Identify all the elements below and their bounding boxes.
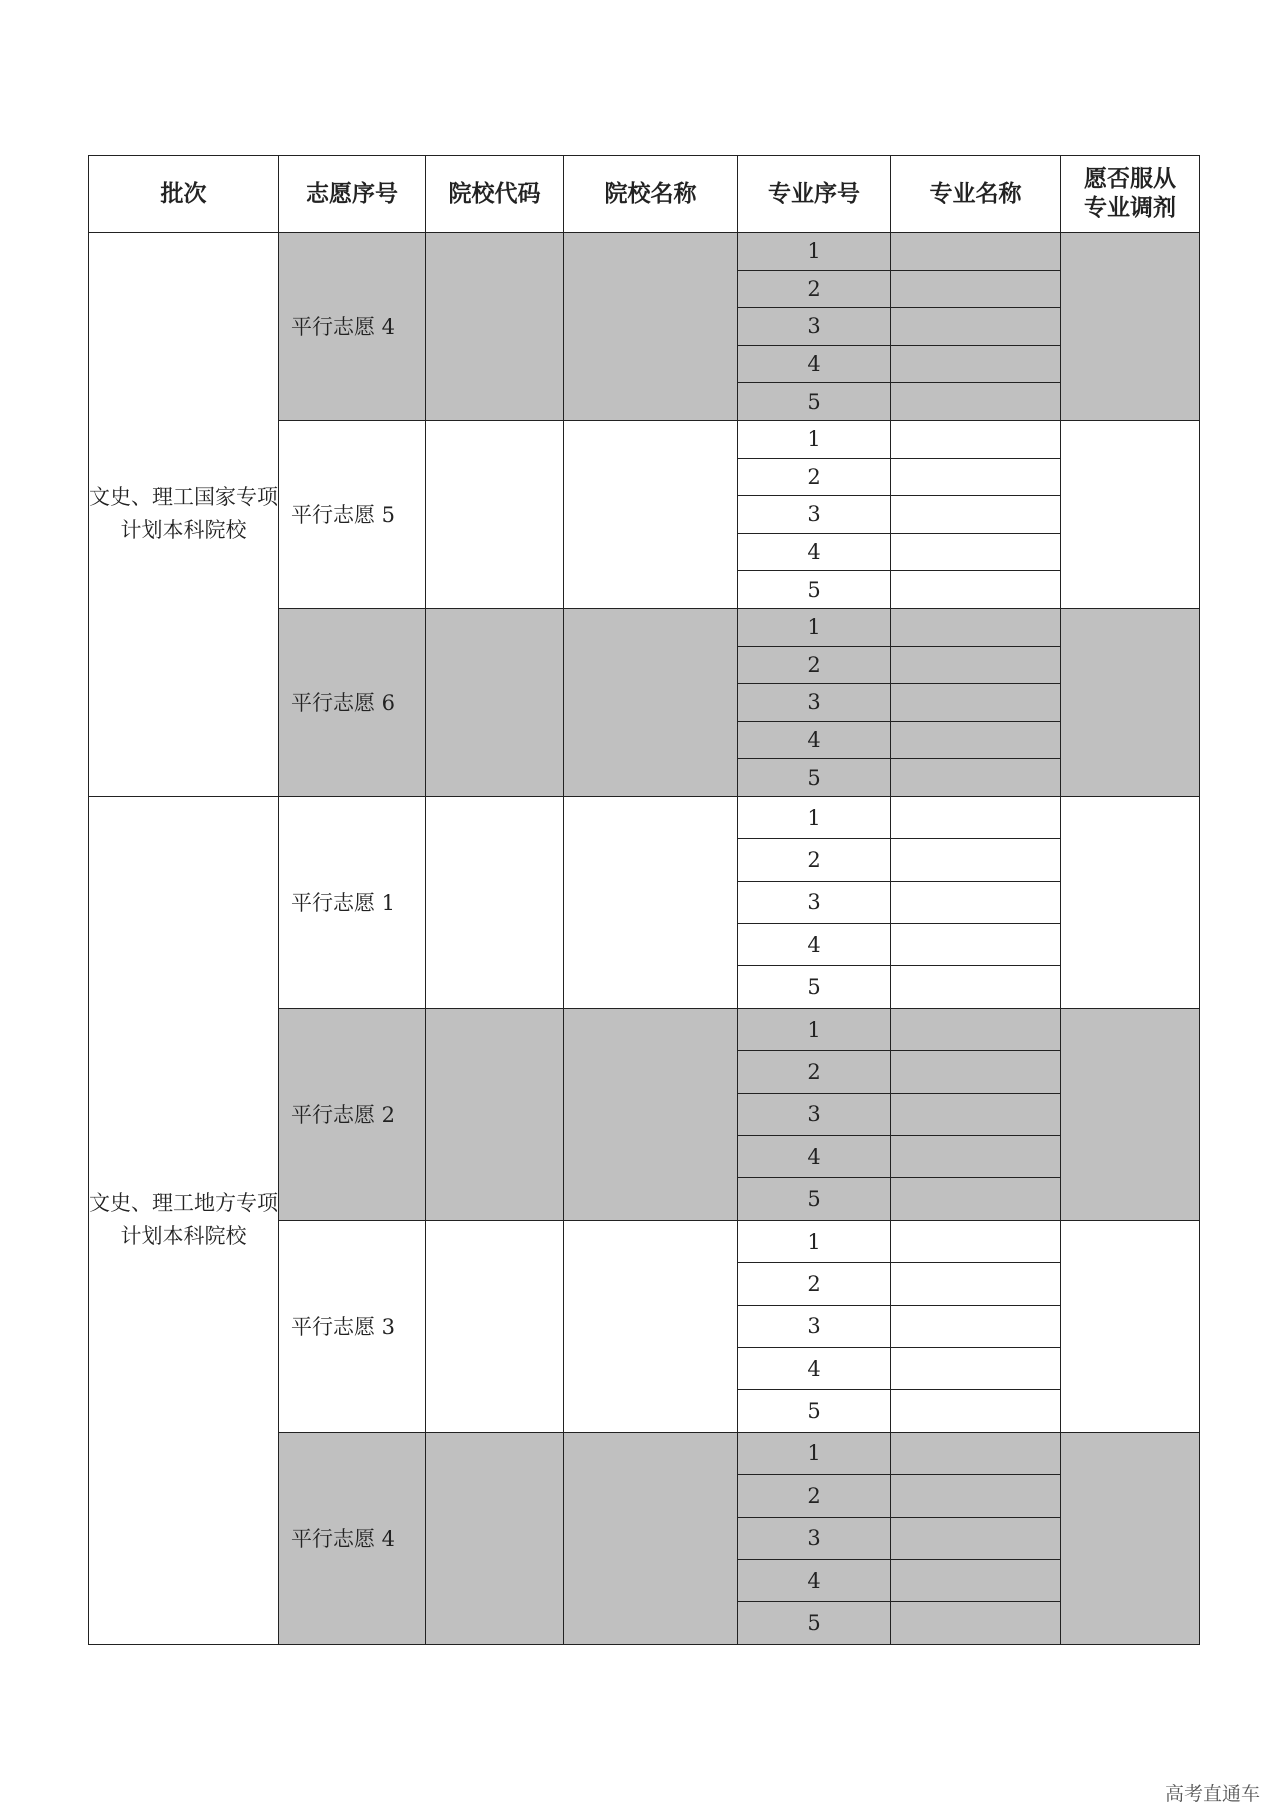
- major-number-cell: 4: [738, 533, 891, 571]
- major-name-cell[interactable]: [891, 1263, 1061, 1305]
- volunteer-form-table: [88, 155, 1200, 1645]
- major-number-cell: 4: [738, 1136, 891, 1178]
- accept-adjustment-cell[interactable]: [1061, 233, 1200, 421]
- accept-adjustment-cell[interactable]: [1061, 1220, 1200, 1432]
- major-number-cell: 2: [738, 458, 891, 496]
- header-batch: 批次: [89, 156, 279, 233]
- major-name-cell[interactable]: [891, 1602, 1061, 1644]
- major-name-cell[interactable]: [891, 345, 1061, 383]
- school-name-cell[interactable]: [564, 1432, 738, 1644]
- accept-adjustment-cell[interactable]: [1061, 1008, 1200, 1220]
- major-number-cell: 2: [738, 839, 891, 881]
- accept-adjustment-cell[interactable]: [1061, 796, 1200, 1008]
- volunteer-label-cell: 平行志愿 5: [279, 420, 426, 608]
- school-code-cell[interactable]: [426, 1220, 564, 1432]
- major-number-cell: 2: [738, 1051, 891, 1093]
- school-code-cell[interactable]: [426, 1008, 564, 1220]
- major-name-cell[interactable]: [891, 684, 1061, 722]
- header-volunteer-number: 志愿序号: [279, 156, 426, 233]
- school-code-cell[interactable]: [426, 608, 564, 796]
- major-name-cell[interactable]: [891, 1517, 1061, 1559]
- school-code-cell[interactable]: [426, 1432, 564, 1644]
- major-name-cell[interactable]: [891, 383, 1061, 421]
- major-name-cell[interactable]: [891, 1093, 1061, 1135]
- major-number-cell: 5: [738, 383, 891, 421]
- major-name-cell[interactable]: [891, 924, 1061, 966]
- major-name-cell[interactable]: [891, 1136, 1061, 1178]
- school-name-cell[interactable]: [564, 420, 738, 608]
- major-name-cell[interactable]: [891, 1559, 1061, 1601]
- volunteer-label-cell: 平行志愿 2: [279, 1008, 426, 1220]
- major-name-cell[interactable]: [891, 458, 1061, 496]
- school-name-cell[interactable]: [564, 1220, 738, 1432]
- table-row: [89, 233, 1200, 271]
- header-major-name: 专业名称: [891, 156, 1061, 233]
- major-name-cell[interactable]: [891, 881, 1061, 923]
- major-name-cell[interactable]: [891, 1347, 1061, 1389]
- major-name-cell[interactable]: [891, 721, 1061, 759]
- major-number-cell: 4: [738, 1347, 891, 1389]
- major-number-cell: 3: [738, 308, 891, 346]
- major-number-cell: 5: [738, 1602, 891, 1644]
- major-number-cell: 5: [738, 571, 891, 609]
- major-number-cell: 5: [738, 1390, 891, 1432]
- major-number-cell: 2: [738, 1475, 891, 1517]
- major-number-cell: 3: [738, 881, 891, 923]
- school-name-cell[interactable]: [564, 608, 738, 796]
- major-name-cell[interactable]: [891, 1178, 1061, 1220]
- major-name-cell[interactable]: [891, 496, 1061, 534]
- major-number-cell: 2: [738, 646, 891, 684]
- major-name-cell[interactable]: [891, 1475, 1061, 1517]
- major-name-cell[interactable]: [891, 1051, 1061, 1093]
- header-major-number: 专业序号: [738, 156, 891, 233]
- major-name-cell[interactable]: [891, 233, 1061, 271]
- major-name-cell[interactable]: [891, 646, 1061, 684]
- major-number-cell: 3: [738, 1305, 891, 1347]
- major-number-cell: 1: [738, 1220, 891, 1262]
- major-name-cell[interactable]: [891, 796, 1061, 838]
- major-name-cell[interactable]: [891, 1305, 1061, 1347]
- major-number-cell: 2: [738, 1263, 891, 1305]
- volunteer-label-cell: 平行志愿 1: [279, 796, 426, 1008]
- major-number-cell: 3: [738, 1093, 891, 1135]
- major-name-cell[interactable]: [891, 420, 1061, 458]
- major-name-cell[interactable]: [891, 270, 1061, 308]
- school-name-cell[interactable]: [564, 796, 738, 1008]
- school-name-cell[interactable]: [564, 1008, 738, 1220]
- volunteer-label-cell: 平行志愿 4: [279, 233, 426, 421]
- header-school-code: 院校代码: [426, 156, 564, 233]
- major-name-cell[interactable]: [891, 608, 1061, 646]
- major-number-cell: 5: [738, 966, 891, 1008]
- school-code-cell[interactable]: [426, 420, 564, 608]
- accept-adjustment-cell[interactable]: [1061, 420, 1200, 608]
- major-name-cell[interactable]: [891, 1008, 1061, 1050]
- major-name-cell[interactable]: [891, 839, 1061, 881]
- batch-cell: 文史、理工国家专项计划本科院校: [89, 233, 279, 797]
- major-number-cell: 1: [738, 608, 891, 646]
- major-name-cell[interactable]: [891, 308, 1061, 346]
- major-number-cell: 3: [738, 684, 891, 722]
- volunteer-label-cell: 平行志愿 3: [279, 1220, 426, 1432]
- major-number-cell: 1: [738, 233, 891, 271]
- major-number-cell: 4: [738, 721, 891, 759]
- major-number-cell: 4: [738, 924, 891, 966]
- major-number-cell: 2: [738, 270, 891, 308]
- watermark: 高考直通车: [1164, 1783, 1260, 1805]
- header-school-name: 院校名称: [564, 156, 738, 233]
- accept-adjustment-cell[interactable]: [1061, 1432, 1200, 1644]
- school-code-cell[interactable]: [426, 796, 564, 1008]
- major-number-cell: 1: [738, 1432, 891, 1474]
- header-accept-adjustment: 愿否服从 专业调剂: [1061, 156, 1200, 233]
- major-number-cell: 3: [738, 496, 891, 534]
- volunteer-label-cell: 平行志愿 4: [279, 1432, 426, 1644]
- major-name-cell[interactable]: [891, 571, 1061, 609]
- major-name-cell[interactable]: [891, 1432, 1061, 1474]
- major-number-cell: 5: [738, 1178, 891, 1220]
- header-row: [89, 156, 1200, 233]
- major-number-cell: 3: [738, 1517, 891, 1559]
- major-name-cell[interactable]: [891, 966, 1061, 1008]
- major-number-cell: 1: [738, 420, 891, 458]
- volunteer-label-cell: 平行志愿 6: [279, 608, 426, 796]
- major-name-cell[interactable]: [891, 533, 1061, 571]
- batch-cell: 文史、理工地方专项计划本科院校: [89, 796, 279, 1644]
- major-name-cell[interactable]: [891, 759, 1061, 797]
- accept-adjustment-cell[interactable]: [1061, 608, 1200, 796]
- major-number-cell: 1: [738, 1008, 891, 1050]
- major-number-cell: 1: [738, 796, 891, 838]
- major-name-cell[interactable]: [891, 1220, 1061, 1262]
- major-number-cell: 4: [738, 345, 891, 383]
- major-number-cell: 5: [738, 759, 891, 797]
- major-name-cell[interactable]: [891, 1390, 1061, 1432]
- table-row: [89, 796, 1200, 838]
- school-name-cell[interactable]: [564, 233, 738, 421]
- school-code-cell[interactable]: [426, 233, 564, 421]
- major-number-cell: 4: [738, 1559, 891, 1601]
